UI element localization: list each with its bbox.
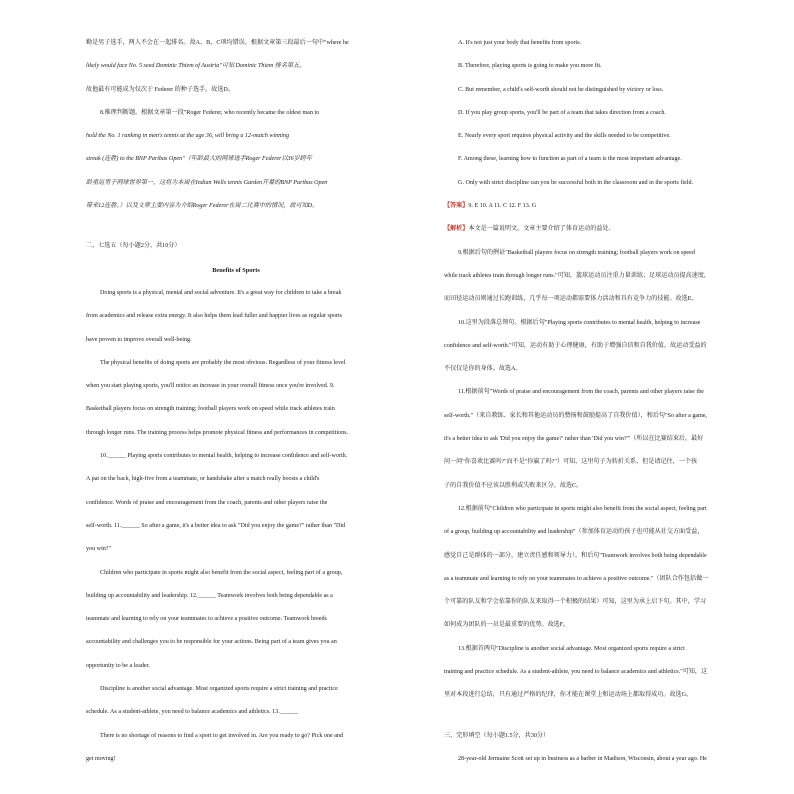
answer-tag: 【答案】: [444, 203, 469, 210]
right-text-line: it's a better idea to ask 'Did you enjoy the game?' rather than 'Did you win?'"（所以在比赛结束后，最好: [444, 436, 704, 443]
left-column: [86, 32, 386, 771]
answer-tag: 【解析】: [444, 226, 469, 233]
left-text-line: 8.推理判断题。根据文章第一段"Roger Federer, who recently became the oldest man to: [100, 109, 320, 116]
section-heading: 三、完形填空（每小题1.5分，共30分）: [444, 732, 550, 739]
left-text-line: A pat on the back, high-five from a teammate, or handshake after a match really boosts a child's: [86, 476, 320, 483]
right-text-line: 28-year-old Jermaine Scott set up in business as a barber in Madison, Wisconsin, about a year ago. He: [458, 755, 707, 762]
left-text-line: self-worth. 11.______ So after a game, it's a better idea to ask "Did you enjoy the game?" rather than "Did: [86, 522, 346, 529]
left-text-line: 勤是男子选手，两人不会在一起排名。故A、B、C项均错误。根据文章第三段最后一句中"where he: [86, 40, 349, 46]
right-text-line: 里对本段进行总结，只有通过严格的纪律，你才能在课堂上和运动场上都取得成功。故选G。: [444, 692, 693, 699]
left-text-line: There is no shortage of reasons to find a sport to get involved in. Are you ready to go? Pick one and: [100, 732, 344, 739]
left-text-line: schedule. As a student-athlete, you need to balance academics and athletics. 13.______: [86, 709, 299, 716]
left-text-line: teammate and learning to rely on your teammates to achieve a positive outcome. Teamwork breeds: [86, 616, 327, 623]
answer-text: 9. E 10. A 11. C 12. F 13. G: [468, 203, 537, 210]
right-text-line: 而田径运动员则通过长跑训练，几乎每一项运动都需要体力活动和具有竞争力的技能。故选E。: [444, 296, 698, 303]
right-text-line: confidence and self-worth."可知，运动有助于心理健康，有助于增强自信和自我价值，故运动受益的: [444, 342, 707, 349]
right-text-line: 12.根据前句"Children who participate in sports might also benefit from the social aspect, feeling part: [458, 505, 707, 512]
left-text-line: likely would face No. 5 seed Dominic Thiem of Austria"可知 Dominic Thiem 排名第五，: [86, 63, 306, 70]
right-text-line: of a group, building up accountability and leadership"（参加体育运动的孩子也可能从社交方面受益，: [444, 529, 704, 536]
right-text-line: [444, 708, 748, 719]
left-text-line: building up accountability and leadership. 12.______ Teamwork involves both being dependable as a: [86, 592, 333, 599]
right-text-line: 9.根据后句的例证"Basketball players focus on strength training; football players work on speed: [458, 249, 695, 256]
left-text-line: have proven to improve overall well-being.: [86, 336, 192, 343]
right-text-line: 个可靠的队友和学会依靠你的队友来取得一个积极的结果）可知，这里为承上启下句。其中，学习: [444, 599, 707, 606]
right-text-line: B. Therefore, playing sports is going to make you more fit.: [458, 63, 602, 70]
left-text-line: The physical benefits of doing sports are probably the most obvious. Regardless of your fitness level: [100, 359, 346, 366]
right-text-line: G. Only with strict discipline can you be successful both in the classroom and in the sports field.: [458, 179, 694, 186]
article-title: Benefits of Sports: [212, 266, 260, 274]
right-text-line: D. If you play group sports, you'll be part of a team that takes direction from a coach.: [458, 109, 666, 116]
left-text-line: 龄重返男子网球世界第一，这将为本周在Indian Wells tennis Garden开幕的BNP Paribas Open: [86, 179, 328, 186]
answer-text: 本文是一篇说明文。文章主要介绍了体育运动的益处。: [468, 226, 615, 233]
right-text-line: 不仅仅是你的身体。故选A。: [444, 366, 522, 373]
right-text-line: 13.根据首两句"Discipline is another social advantage. Most organized sports require a strict: [458, 645, 685, 652]
left-text-line: from academics and release extra energy. It also helps them lead fuller and happier lives as regular sports: [86, 313, 343, 320]
right-text-line: C. But remember, a child's self-worth should not be distinguished by victory or loss.: [458, 86, 664, 93]
left-text-line: through longer runs. The training process helps promote physical fitness and performances in competitions.: [86, 429, 349, 436]
right-text-line: 如何成为团队的一员是最重要的优势。故选F。: [444, 622, 570, 629]
right-text-line: 子的自我价值不应该以胜利或失败来区分。故选C。: [444, 482, 583, 489]
left-text-line: Doing sports is a physical, mental and social adventure. It's a great way for children to take a break: [100, 289, 342, 296]
right-text-line: 问一问"你喜欢比赛吗?"而不是"你赢了吗?"）可知，这里句子为转折关系，但是请记住，一个孩: [444, 459, 698, 466]
left-text-line: [86, 218, 386, 229]
left-text-line: when you start playing sports, you'll notice an increase in your overall fitness once you're involved. 9.: [86, 383, 335, 390]
left-text-line: 10.______ Playing sports contributes to mental health, helping to increase confidence and self-worth.: [100, 453, 348, 460]
left-text-line: get moving!: [86, 755, 116, 762]
right-text-line: training and practice schedule. As a student-athlete, you need to balance academics and athletics."可知，这: [444, 669, 708, 676]
left-text-line: streak (连胜) to the BNP Paribas Open"（年龄最大的网球选手Roger Federer以36岁跨年: [86, 156, 312, 163]
left-text-line: opportunity to be a leader.: [86, 662, 150, 669]
right-text-line: E. Nearly every sport requires physical activity and the skills needed to be competitive.: [458, 133, 671, 140]
left-text-line: Children who participate in sports might also benefit from the social aspect, feeling part of a group,: [100, 569, 343, 576]
right-text-line: A. It's not just your body that benefits from sports.: [458, 40, 582, 46]
right-text-line: [444, 218, 748, 241]
right-text-line: while track athletes train through longer runs."可知，篮球运动员注重力量训练；足球运动员提高速度，: [444, 272, 711, 279]
left-text-line: you win?": [86, 546, 111, 553]
right-text-line: 10.这里为段落总领句。根据后句"Playing sports contributes to mental health, helping to increase: [458, 319, 701, 326]
right-text-line: self-worth."（来自教练、家长和其他运动员的赞扬和鼓励提高了自我价值），和后句"So after a game,: [444, 412, 708, 419]
right-text-line: F. Among these, learning how to function as part of a team is the most important advantage.: [458, 156, 682, 163]
section-heading: 二、七选五（每小题2分，共10分）: [86, 243, 181, 250]
right-column: [444, 32, 748, 771]
left-text-line: confidence. Words of praise and encouragement from the coach, parents and other players raise the: [86, 499, 328, 506]
left-text-line: Discipline is another social advantage. Most organized sports require a strict training and practice: [100, 686, 338, 693]
right-text-line: 11.根据前句"Words of praise and encouragement from the coach, parents and other players raise the: [458, 389, 704, 396]
right-text-line: 感觉自己是群体的一部分，建立责任感和领导力），和后句"Teamwork involves both being dependable: [444, 552, 707, 559]
left-text-line: 带来12连胜。）以及文章主要内容为介绍Roger Federer在周二比赛中的情况，故可知D。: [86, 203, 319, 210]
left-text-line: Basketball players focus on strength training; football players work on speed while track athletes train: [86, 406, 335, 413]
left-text-line: accountability and challenges you to be responsible for your actions. Being part of a team gives you an: [86, 639, 337, 646]
right-text-line: [444, 195, 748, 218]
left-text-line: hold the No. 1 ranking in men's tennis at the age 36, will bring a 12-match winning: [86, 133, 290, 140]
left-text-line: 故他最有可能成为仅次于 Federer 的种子选手。故选D。: [86, 86, 234, 93]
right-text-line: as a teammate and learning to rely on your teammates to achieve a positive outcome."（团队合作包括做一: [444, 575, 709, 582]
